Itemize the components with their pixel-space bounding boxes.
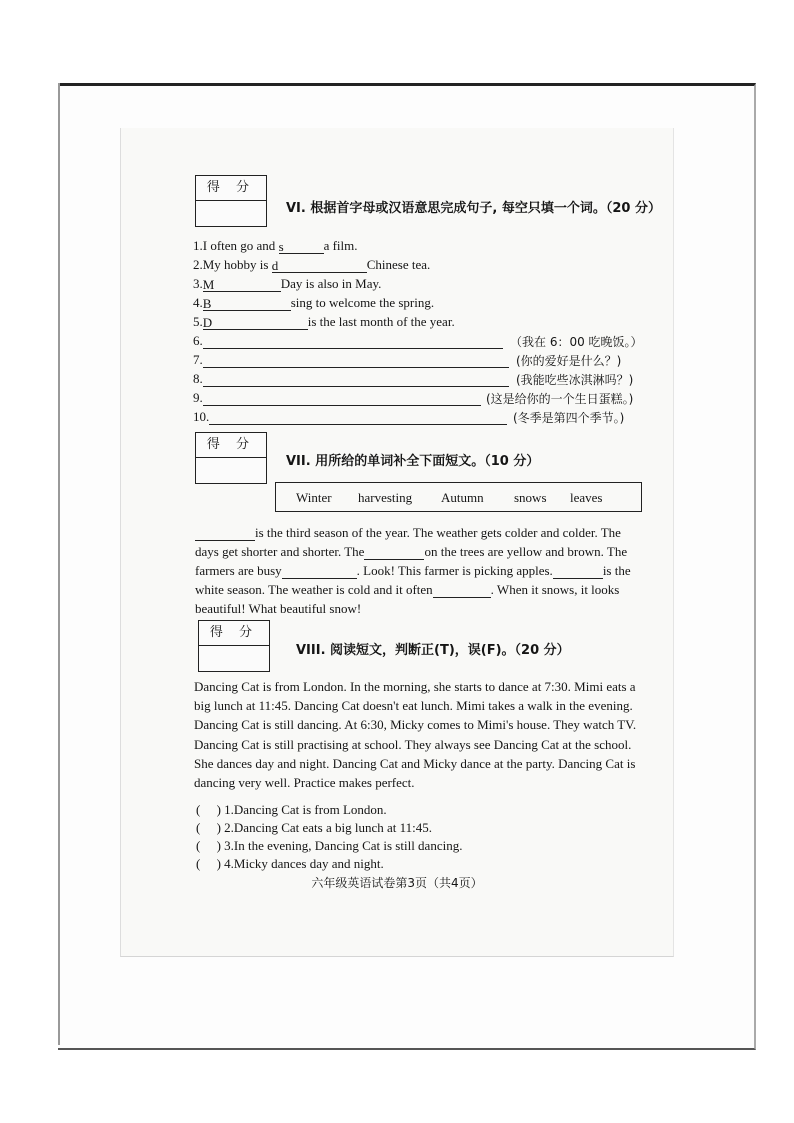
s6-item-5: 5.D is the last month of the year. [193, 314, 455, 330]
answer-blank[interactable] [203, 334, 503, 349]
s6-item-3: 3.M Day is also in May. [193, 276, 382, 292]
answer-blank[interactable] [553, 564, 603, 579]
scan-edge [58, 83, 60, 1045]
s6-translation-9: 9. [193, 390, 481, 406]
score-box-8 [198, 620, 270, 672]
s6-item-2: 2.My hobby is d Chinese tea. [193, 257, 431, 273]
passage-line: Dancing Cat is from London. In the morning, she starts to dance at 7:30. Mimi eats a [194, 679, 636, 694]
passage-line: big lunch at 11:45. Dancing Cat doesn't eat lunch. Mimi takes a walk in the evening. [194, 698, 633, 714]
tf-question-3: ( ) 3.In the evening, Dancing Cat is still dancing. [196, 838, 463, 853]
s6-item-4: 4.B sing to welcome the spring. [193, 295, 435, 311]
word-bank-item: Autumn [441, 490, 484, 505]
section-7-heading: VII. 用所给的单词补全下面短文。（10 分） [286, 454, 540, 469]
s7-line-4: white season. The weather is cold and it often . When it snows, it looks [195, 582, 620, 597]
answer-blank[interactable]: D [203, 315, 308, 330]
answer-paren[interactable]: ( ) [196, 856, 221, 871]
s6-translation-10: 10. [193, 409, 507, 425]
s7-line-5: beautiful! What beautiful snow! [195, 601, 362, 616]
answer-blank[interactable]: M [203, 277, 281, 292]
section-6-heading: VI. 根据首字母或汉语意思完成句子, 每空只填一个词。（20 分） [286, 201, 661, 216]
page-footer: 六年级英语试卷第3页（共4页） [311, 876, 483, 890]
section-8-heading: VIII. 阅读短文，判断正(T)，误(F)。（20 分） [296, 643, 570, 658]
word-bank-item: snows [514, 490, 547, 505]
s6-hint-10: (冬季是第四个季节。) [513, 411, 625, 425]
answer-blank[interactable] [203, 372, 509, 387]
tf-question-1: ( ) 1.Dancing Cat is from London. [196, 802, 387, 817]
s6-translation-7: 7. [193, 352, 509, 368]
answer-blank[interactable]: d [272, 258, 367, 273]
answer-blank[interactable]: B [203, 296, 291, 311]
answer-blank[interactable] [364, 545, 424, 560]
tf-question-4: ( ) 4.Micky dances day and night. [196, 856, 384, 871]
score-box-6 [195, 175, 267, 227]
tf-question-2: ( ) 2.Dancing Cat eats a big lunch at 11:45. [196, 820, 433, 835]
passage-line: Dancing Cat is still dancing. At 6:30, Micky comes to Mimi's house. They watch TV. [194, 717, 637, 733]
score-label: 得 分 [196, 176, 266, 201]
answer-paren[interactable]: ( ) [196, 820, 221, 835]
reading-passage [194, 677, 662, 792]
answer-paren[interactable]: ( ) [196, 802, 221, 817]
word-bank-item: harvesting [358, 490, 413, 505]
passage-line: Dancing Cat is still practising at school. They always see Dancing Cat at the school. [194, 736, 632, 752]
answer-blank[interactable] [203, 391, 481, 406]
word-bank-item: leaves [570, 490, 603, 505]
answer-blank[interactable]: s [279, 239, 324, 254]
bleed-through [360, 240, 363, 252]
s6-translation-8: 8. [193, 371, 509, 387]
s6-item-1: 1.I often go and s a film. [193, 238, 358, 254]
answer-blank[interactable] [433, 583, 491, 598]
passage-line: dancing very well. Practice makes perfect. [194, 775, 415, 791]
score-label: 得 分 [199, 621, 269, 646]
score-label: 得 分 [196, 433, 266, 458]
score-box-7 [195, 432, 267, 484]
s7-line-2: days get shorter and shorter. The on the trees are yellow and brown. The [195, 544, 628, 559]
answer-blank[interactable] [195, 526, 255, 541]
s6-hint-6: （我在 6：00 吃晚饭。） [510, 335, 643, 349]
word-bank [275, 482, 642, 512]
passage-line: She dances day and night. Dancing Cat and Micky dance at the party. Dancing Cat is [194, 755, 636, 771]
s6-translation-6: 6. [193, 333, 503, 349]
word-bank-item: Winter [296, 490, 332, 505]
s7-line-3: farmers are busy . Look! This farmer is picking apples. is the [195, 563, 631, 578]
s6-hint-8: (我能吃些冰淇淋吗？) [516, 373, 634, 387]
answer-blank[interactable] [209, 410, 507, 425]
answer-blank[interactable] [203, 353, 509, 368]
s6-hint-9: (这是给你的一个生日蛋糕。) [486, 392, 634, 406]
answer-paren[interactable]: ( ) [196, 838, 221, 853]
answer-blank[interactable] [282, 564, 357, 579]
s7-line-1: is the third season of the year. The weather gets colder and colder. The [195, 525, 621, 541]
s6-hint-7: (你的爱好是什么？) [516, 354, 622, 368]
